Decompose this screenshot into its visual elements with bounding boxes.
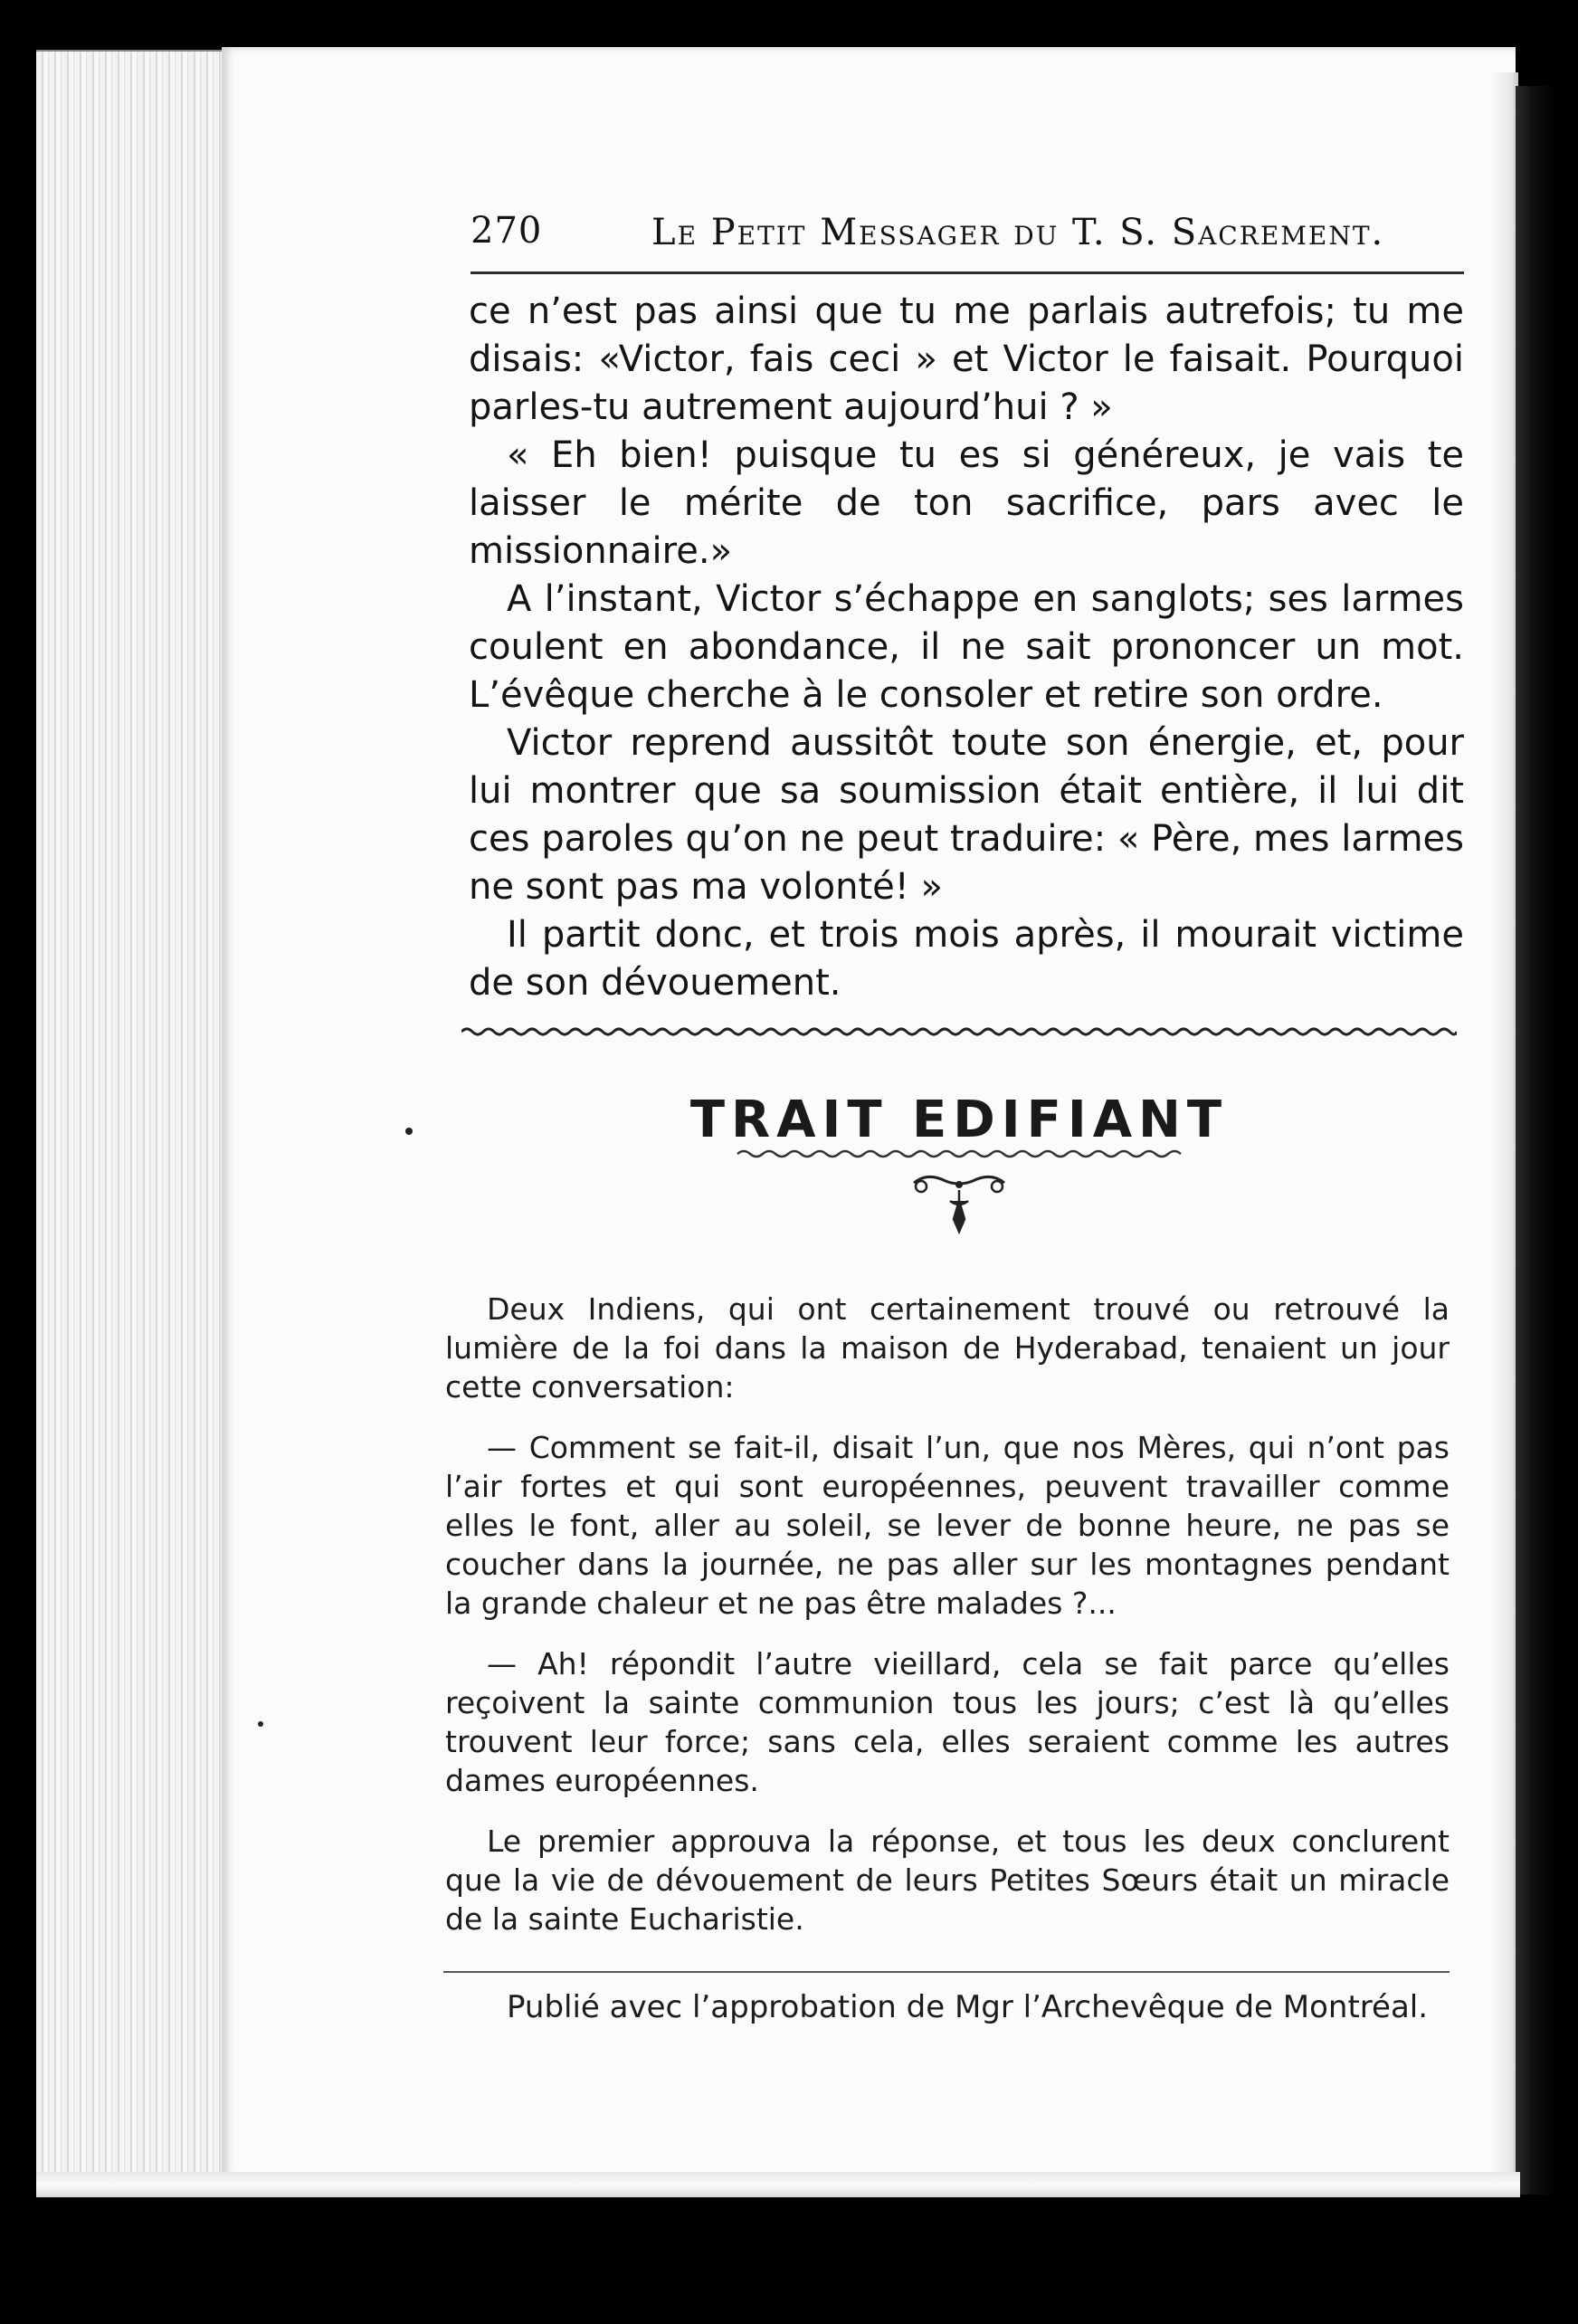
section-text bbox=[445, 1290, 1450, 1938]
footer-rule bbox=[443, 1971, 1450, 1973]
paragraph: — Comment se fait-il, disait l’un, que nos Mères, qui n’ont pas l’air fortes et qui sont européennes, peuvent travailler comme elles le font, aller au soleil, se lever de bonne heure, ne pas se coucher dans la journée, ne pas aller sur les montagnes pendant la grande chaleur et ne pas être malades ?... bbox=[445, 1430, 1450, 1621]
running-header bbox=[471, 210, 1466, 264]
book-cover-edge bbox=[1516, 86, 1556, 2195]
running-title: Le Petit Messager du T. S. Sacrement. bbox=[651, 212, 1385, 253]
paragraph: ce n’est pas ainsi que tu me parlais autrefois; tu me disais: «Victor, fais ceci » et Victor le faisait. Pourquoi parles-tu autrement aujourd’hui ? » bbox=[469, 290, 1464, 428]
paragraph: « Eh bien! puisque tu es si généreux, je vais te laisser le mérite de ton sacrifice, pars avec le missionnaire.» bbox=[469, 434, 1464, 572]
flourish-ornament bbox=[733, 1145, 1185, 1244]
story-text bbox=[469, 288, 1464, 1007]
header-rule bbox=[471, 271, 1464, 274]
paragraph: Il partit donc, et trois mois après, il mourait victime de son dévouement. bbox=[469, 914, 1464, 1004]
speck bbox=[405, 1128, 413, 1135]
paragraph: Victor reprend aussitôt toute son énergie, et, pour lui montrer que sa soumission était entière, il lui dit ces paroles qu’on ne peut traduire: « Père, mes larmes ne sont pas ma volonté! » bbox=[469, 722, 1464, 908]
paragraph: A l’instant, Victor s’échappe en sanglots; ses larmes coulent en abondance, il ne sait prononcer un mot. L’évêque cherche à le consoler et retire son ordre. bbox=[469, 578, 1464, 716]
paragraph: Le premier approuva la réponse, et tous les deux conclurent que la vie de dévouement de leurs Petites Sœurs était un miracle de la sainte Eucharistie. bbox=[445, 1824, 1450, 1937]
section-title: TRAIT EDIFIANT bbox=[689, 1091, 1229, 1149]
speck bbox=[258, 1721, 263, 1727]
imprimatur-line: Publié avec l’approbation de Mgr l’Archevêque de Montréal. bbox=[507, 1989, 1429, 2025]
wavy-divider bbox=[461, 1018, 1457, 1045]
page-gutter bbox=[1491, 72, 1518, 2190]
page-bottom-edge bbox=[36, 2172, 1520, 2197]
page-stack-edges bbox=[36, 50, 235, 2196]
page-number: 270 bbox=[471, 210, 543, 252]
paragraph: — Ah! répondit l’autre vieillard, cela se fait parce qu’elles reçoivent la sainte communion tous les jours; c’est là qu’elles trouvent leur force; sans cela, elles seraient comme les autres dames européennes. bbox=[445, 1646, 1450, 1798]
paragraph: Deux Indiens, qui ont certainement trouvé ou retrouvé la lumière de la foi dans la maison de Hyderabad, tenaient un jour cette conversation: bbox=[445, 1291, 1450, 1405]
